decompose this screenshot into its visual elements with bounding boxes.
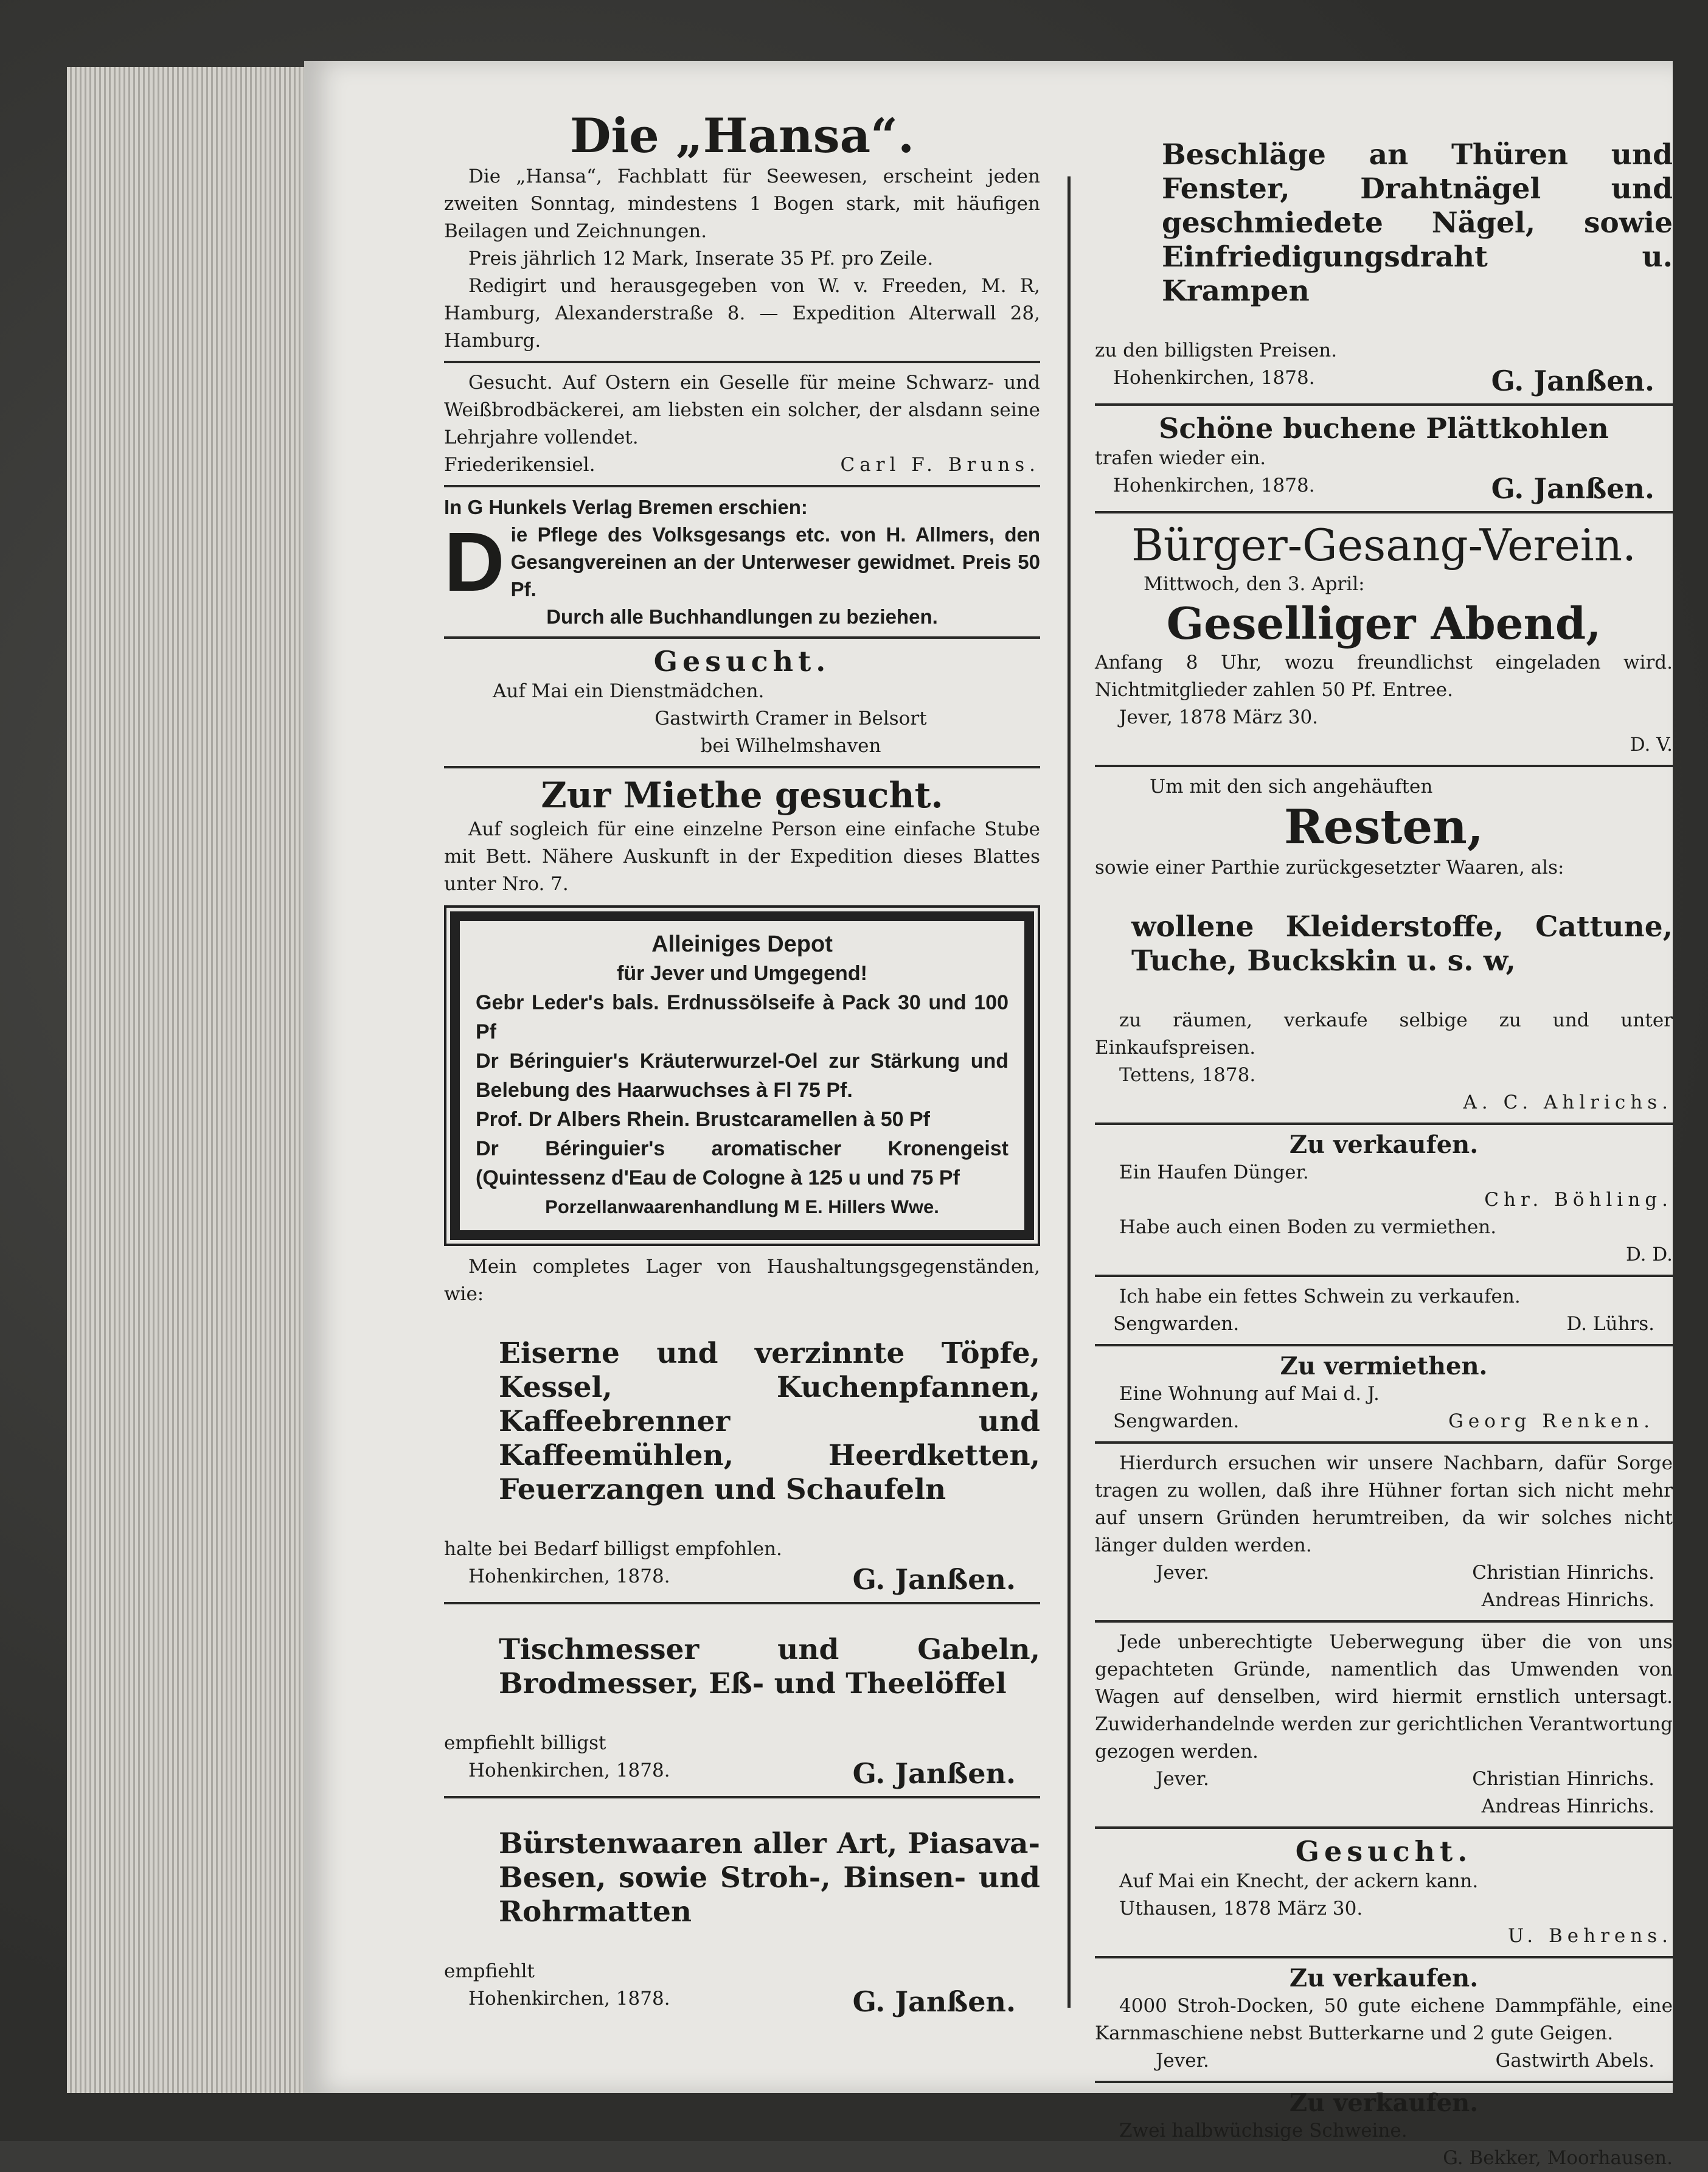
rule <box>1095 1275 1673 1277</box>
vermiethen-place: Sengwarden. <box>1113 1410 1240 1432</box>
ad-zu-verkaufen-docken <box>1095 1965 1673 2075</box>
hansa-p3: Redigirt und herausgegeben von W. v. Freeden, M. R, Hamburg, Alexanderstraße 8. — Expedition Alterwall 28, Hamburg. <box>444 275 1040 352</box>
verein-place: Jever, 1878 März 30. <box>1119 706 1319 728</box>
verkaufen1-text2: Habe auch einen Boden zu vermiethen. <box>1119 1216 1497 1238</box>
miethe-text: Auf sogleich für eine einzelne Person eine einfache Stube mit Bett. Nähere Auskunft in der Expedition dieses Blattes unter Nro. 7. <box>444 818 1040 895</box>
ueberwegung-name1: Christian Hinrichs. <box>1472 1768 1654 1790</box>
rule <box>444 766 1040 768</box>
rule <box>1095 2081 1673 2083</box>
ad-buersten <box>444 1827 1040 2018</box>
resten-intro: Um mit den sich angehäuften <box>1150 776 1433 798</box>
ad-depot-box <box>450 911 1034 1240</box>
resten-items: wollene Kleiderstoffe, Cattune, Tuche, Buckskin u. s. w, <box>1131 910 1673 978</box>
ueberwegung-place: Jever. <box>1156 1768 1209 1790</box>
rule <box>1095 1123 1673 1125</box>
rule <box>444 361 1040 363</box>
rule <box>1095 1956 1673 1958</box>
gesucht1-text: Gesucht. Auf Ostern ein Geselle für meine Schwarz- und Weißbrodbäckerei, am liebsten ein solcher, der alsdann seine Lehrjahre vollendet. <box>444 372 1040 448</box>
resten-line: sowie einer Parthie zurückgesetzter Waaren, als: <box>1095 857 1564 879</box>
ad-gesucht-geselle <box>444 369 1040 479</box>
verein-text: Anfang 8 Uhr, wozu freundlichst eingeladen wird. Nichtmitglieder zahlen 50 Pf. Entree. <box>1095 652 1673 701</box>
depot-l1: Gebr Leder's bals. Erdnussölseife à Pack 30 und 100 Pf <box>476 991 1008 1043</box>
buersten-outro: empfiehlt <box>444 1960 535 1982</box>
rule <box>1095 765 1673 767</box>
miethe-title: Zur Miethe gesucht. <box>541 774 943 816</box>
vermiethen-text: Eine Wohnung auf Mai d. J. <box>1119 1383 1380 1405</box>
allmers-dropcap: D <box>444 515 505 609</box>
ad-zu-verkaufen-schweine <box>1095 2089 1673 2172</box>
plaettkohlen-title: Schöne buchene Plättkohlen <box>1159 412 1609 445</box>
tischmesser-items: Tischmesser und Gabeln, Brodmesser, Eß- und Theelöffel <box>499 1633 1040 1700</box>
ad-zur-miethe <box>444 774 1040 898</box>
verkaufen1-title: Zu verkaufen. <box>1289 1130 1479 1159</box>
rule <box>1095 1344 1673 1346</box>
gesucht2-name1: Gastwirth Cramer in Belsort <box>654 708 927 729</box>
plaettkohlen-name: G. Janßen. <box>1491 472 1654 505</box>
left-column <box>444 110 1040 2018</box>
page-edges <box>67 67 328 2093</box>
gesucht3-name: U. Behrens. <box>1508 1925 1673 1947</box>
huehner-name1: Christian Hinrichs. <box>1472 1562 1654 1584</box>
gesucht3-title: Gesucht. <box>1295 1835 1473 1868</box>
verkaufen2-place: Jever. <box>1156 2050 1209 2072</box>
ad-gesucht-knecht <box>1095 1835 1673 1950</box>
verkaufen2-title: Zu verkaufen. <box>1289 1964 1479 1993</box>
schwein-text: Ich habe ein fettes Schwein zu verkaufen. <box>1119 1286 1521 1307</box>
lager-name: G. Janßen. <box>852 1563 1016 1596</box>
tischmesser-outro: empfiehlt billigst <box>444 1732 606 1754</box>
schwein-name: D. Lührs. <box>1566 1313 1654 1335</box>
resten-place: Tettens, 1878. <box>1119 1064 1256 1086</box>
right-column <box>1095 110 1673 2172</box>
rule <box>1095 1620 1673 1623</box>
depot-subtitle: für Jever und Umgegend! <box>617 962 867 985</box>
ad-allmers <box>444 493 1040 630</box>
tischmesser-name: G. Janßen. <box>852 1757 1016 1790</box>
hansa-title: Die „Hansa“. <box>569 108 915 164</box>
resten-text: zu räumen, verkaufe selbige zu und unter Einkaufspreisen. <box>1095 1009 1673 1059</box>
column-divider <box>1068 176 1071 2008</box>
huehner-place: Jever. <box>1156 1562 1209 1584</box>
huehner-name2: Andreas Hinrichs. <box>1481 1589 1654 1611</box>
ueberwegung-name2: Andreas Hinrichs. <box>1481 1795 1654 1817</box>
verein-name: D. V. <box>1630 734 1673 756</box>
lager-intro: Mein completes Lager von Haushaltungsgegenständen, wie: <box>444 1256 1040 1305</box>
verkaufen1-name2: D. D. <box>1625 1244 1673 1265</box>
verkaufen3-text: Zwei halbwüchsige Schweine. <box>1119 2120 1408 2142</box>
plaettkohlen-place: Hohenkirchen, 1878. <box>1113 475 1315 496</box>
ad-huehner <box>1095 1450 1673 1614</box>
beschlaege-place: Hohenkirchen, 1878. <box>1113 367 1315 389</box>
rule <box>444 485 1040 487</box>
allmers-body: ie Pflege des Volksgesangs etc. von H. Allmers, den Gesangvereinen an der Unterweser gewidmet. Preis 50 Pf. <box>510 523 1040 600</box>
depot-title: Alleiniges Depot <box>651 931 833 957</box>
rule <box>1095 403 1673 406</box>
verkaufen3-name: G. Bekker, Moorhausen. <box>1443 2147 1673 2169</box>
depot-footer: Porzellanwaarenhandlung M E. Hillers Wwe. <box>545 1196 939 1217</box>
rule <box>1095 1826 1673 1829</box>
rule <box>444 1602 1040 1604</box>
lager-outro: halte bei Bedarf billigst empfohlen. <box>444 1538 782 1560</box>
verkaufen2-name: Gastwirth Abels. <box>1495 2050 1654 2072</box>
verkaufen2-text: 4000 Stroh-Docken, 50 gute eichene Dammpfähle, eine Karnmaschiene nebst Butterkarne und 2 gute Geigen. <box>1095 1995 1673 2044</box>
depot-l3: Prof. Dr Albers Rhein. Brustcaramellen à 50 Pf <box>476 1108 930 1131</box>
plaettkohlen-text: trafen wieder ein. <box>1095 447 1266 469</box>
ad-schwein <box>1095 1283 1673 1338</box>
resten-title: Resten, <box>1284 799 1484 855</box>
gesucht1-place: Friederikensiel. <box>444 454 595 476</box>
lager-items: Eiserne und verzinnte Töpfe, Kessel, Kuchenpfannen, Kaffeebrenner und Kaffeemühlen, Heerdketten, Feuerzangen und Schaufeln <box>499 1337 1040 1506</box>
rule <box>444 636 1040 639</box>
ad-beschlaege <box>1095 138 1673 397</box>
verkaufen1-text: Ein Haufen Dünger. <box>1119 1161 1309 1183</box>
tischmesser-place: Hohenkirchen, 1878. <box>468 1760 670 1781</box>
schwein-place: Sengwarden. <box>1113 1313 1240 1335</box>
buersten-name: G. Janßen. <box>852 1985 1016 2018</box>
rule <box>1095 1441 1673 1444</box>
verein-event: Geselliger Abend, <box>1166 597 1602 649</box>
buersten-items: Bürstenwaaren aller Art, Piasava-Besen, sowie Stroh-, Binsen- und Rohrmatten <box>499 1827 1040 1929</box>
rule <box>1095 511 1673 513</box>
ad-zu-vermiethen <box>1095 1352 1673 1435</box>
beschlaege-items: Beschläge an Thüren und Fenster, Drahtnägel und geschmiedete Nägel, sowie Einfriedigungsdraht u. Krampen <box>1162 138 1673 308</box>
ad-ueberwegung <box>1095 1629 1673 1820</box>
gesucht3-text: Auf Mai ein Knecht, der ackern kann. <box>1119 1870 1479 1892</box>
gesucht2-text: Auf Mai ein Dienstmädchen. <box>493 680 765 702</box>
hansa-p1: Die „Hansa“, Fachblatt für Seewesen, erscheint jeden zweiten Sonntag, mindestens 1 Bogen stark, mit häufigen Beilagen und Zeichnungen. <box>444 165 1040 242</box>
ad-zu-verkaufen-duenger <box>1095 1131 1673 1269</box>
lager-place: Hohenkirchen, 1878. <box>468 1565 670 1587</box>
verkaufen1-name: Chr. Böhling. <box>1484 1189 1673 1211</box>
ad-resten <box>1095 773 1673 1116</box>
ad-gesucht-dienstmaedchen <box>444 645 1040 760</box>
vermiethen-title: Zu vermiethen. <box>1280 1352 1488 1380</box>
gesucht2-name2: bei Wilhelmshaven <box>700 735 881 757</box>
verein-date: Mittwoch, den 3. April: <box>1144 573 1365 595</box>
gesucht1-name: Carl F. Bruns. <box>840 454 1040 476</box>
vermiethen-name: Georg Renken. <box>1448 1410 1654 1432</box>
rule <box>444 1796 1040 1798</box>
depot-l4: Dr Béringuier's aromatischer Kronengeist (Quintessenz d'Eau de Cologne à 125 u und 75 Pf <box>476 1137 1008 1189</box>
allmers-last: Durch alle Buchhandlungen zu beziehen. <box>546 605 938 628</box>
hansa-p2: Preis jährlich 12 Mark, Inserate 35 Pf. pro Zeile. <box>468 248 934 270</box>
huehner-text: Hierdurch ersuchen wir unsere Nachbarn, dafür Sorge tragen zu wollen, daß ihre Hühner fortan sich nicht mehr auf unsern Gründen herumtreiben, da wir solches nicht länger dulden werden. <box>1095 1452 1673 1556</box>
ad-plaettkohlen <box>1095 412 1673 505</box>
allmers-line1: In G Hunkels Verlag Bremen erschien: <box>444 496 808 518</box>
verein-title: Bürger-Gesang-Verein. <box>1131 520 1636 571</box>
depot-l2: Dr Béringuier's Kräuterwurzel-Oel zur Stärkung und Belebung des Haarwuchses à Fl 75 Pf. <box>476 1049 1008 1102</box>
beschlaege-name: G. Janßen. <box>1491 364 1654 397</box>
ad-buerger-gesang-verein <box>1095 520 1673 759</box>
gesucht2-title: Gesucht. <box>653 645 831 678</box>
buersten-place: Hohenkirchen, 1878. <box>468 1988 670 2010</box>
verkaufen3-title: Zu verkaufen. <box>1289 2089 1479 2117</box>
ueberwegung-text: Jede unberechtigte Ueberwegung über die von uns gepachteten Gründe, namentlich das Umwenden von Wagen auf denselben, wird hiermit ernstlich untersagt. Zuwiderhandelnde werden zur gerichtlichen Verantwortung gezogen werden. <box>1095 1631 1673 1763</box>
ad-hansa <box>444 110 1040 355</box>
resten-name: A. C. Ahlrichs. <box>1463 1091 1673 1113</box>
gesucht3-place: Uthausen, 1878 März 30. <box>1119 1898 1363 1920</box>
ad-lager <box>444 1253 1040 1596</box>
beschlaege-outro: zu den billigsten Preisen. <box>1095 339 1338 361</box>
ad-tischmesser <box>444 1633 1040 1790</box>
